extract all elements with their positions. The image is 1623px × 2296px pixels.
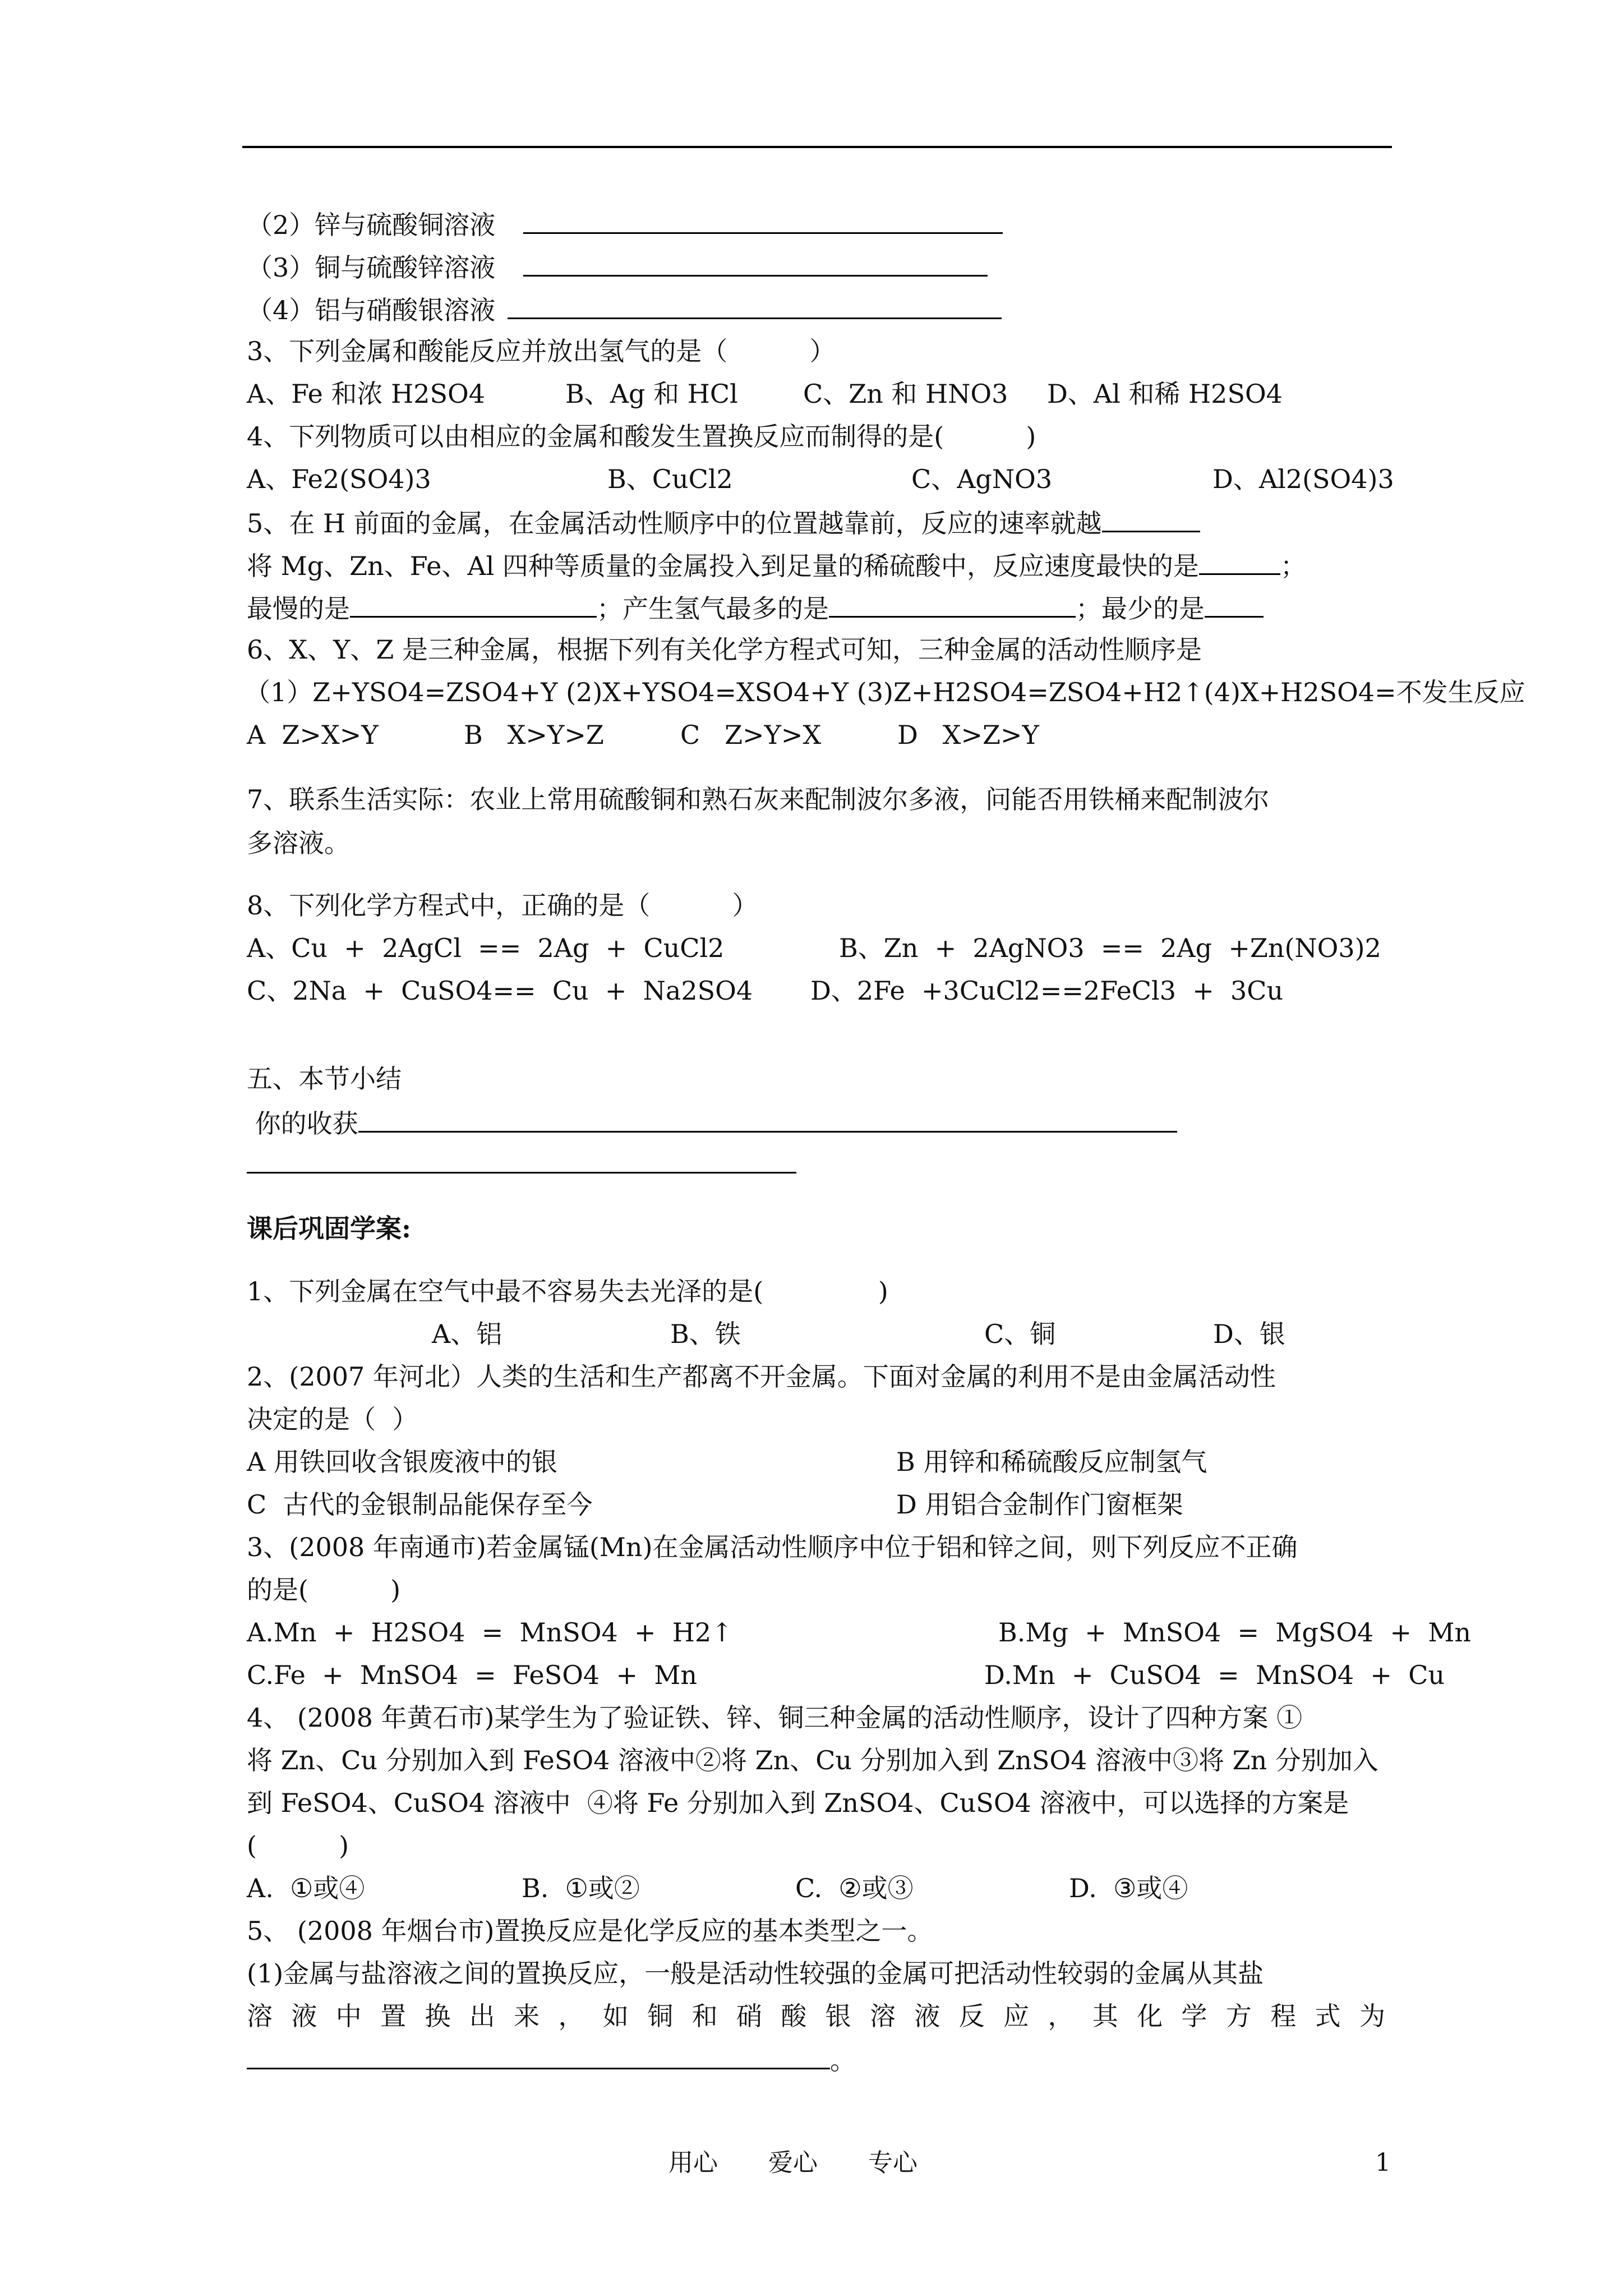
homework-heading: 课后巩固学案:	[247, 1213, 411, 1244]
hw-question-4-option-c: C. ②或③	[795, 1873, 914, 1903]
hw-question-1-option-b: B、铁	[670, 1319, 741, 1349]
question-6-equations: （1）Z+YSO4=ZSO4+Y (2)X+YSO4=XSO4+Y (3)Z+H2SO4=ZSO4+H2↑(4)X+H2SO4=不发生反应	[245, 677, 1525, 707]
question-3-option-b: B、Ag 和 HCl	[565, 379, 738, 409]
answer-blank[interactable]	[523, 249, 988, 277]
summary-answer-blank[interactable]	[358, 1105, 1177, 1133]
hw-question-4-option-a: A. ①或④	[247, 1873, 365, 1903]
answer-blank[interactable]	[1102, 505, 1200, 532]
hw-question-4-line-2: 将 Zn、Cu 分别加入到 FeSO4 溶液中②将 Zn、Cu 分别加入到 ZnSO4 溶液中③将 Zn 分别加入	[247, 1745, 1378, 1775]
question-6-option-d: D X>Z>Y	[897, 720, 1039, 750]
summary-answer-blank-2[interactable]	[247, 1172, 796, 1174]
hw-question-1-stem: 1、下列金属在空气中最不容易失去光泽的是( )	[247, 1276, 888, 1306]
question-4-option-c: C、AgNO3	[911, 464, 1053, 494]
hw-question-4-line-3: 到 FeSO4、CuSO4 溶液中 ④将 Fe 分别加入到 ZnSO4、CuSO4 溶液中，可以选择的方案是	[247, 1788, 1349, 1818]
question-3-option-a: A、Fe 和浓 H2SO4	[247, 379, 485, 409]
hw-question-3-option-c: C.Fe + MnSO4 = FeSO4 + Mn	[247, 1660, 697, 1690]
page-number: 1	[1375, 2148, 1391, 2177]
question-6-option-b: B X>Y>Z	[464, 720, 604, 750]
question-8-option-a: A、Cu + 2AgCl == 2Ag + CuCl2	[247, 933, 725, 963]
answer-blank[interactable]	[829, 590, 1076, 618]
fill-item-2: （2）锌与硫酸铜溶液	[247, 206, 1003, 240]
footer-motto-1: 用心	[668, 2148, 718, 2177]
footer-motto-2: 爱心	[768, 2148, 818, 2177]
summary-prompt-line: 你的收获	[247, 1105, 1177, 1139]
hw-question-4-line-4: ( )	[247, 1830, 349, 1861]
hw-question-1-option-d: D、银	[1213, 1319, 1285, 1349]
question-3-option-d: D、Al 和稀 H2SO4	[1047, 379, 1283, 409]
summary-heading: 五、本节小结	[247, 1064, 402, 1094]
hw-question-1-option-c: C、铜	[984, 1319, 1056, 1349]
hw-question-1-option-a: A、铝	[432, 1319, 502, 1349]
hw-question-3-option-b: B.Mg + MnSO4 = MgSO4 + Mn	[998, 1617, 1472, 1648]
answer-blank[interactable]	[523, 206, 1003, 234]
hw-question-4-line-1: 4、 (2008 年黄石市)某学生为了验证铁、锌、铜三种金属的活动性顺序，设计了四种方案 ①	[247, 1703, 1303, 1733]
question-7-line-1: 7、联系生活实际：农业上常用硫酸铜和熟石灰来配制波尔多液，问能否用铁桶来配制波尔	[247, 784, 1270, 815]
question-4-stem: 4、下列物质可以由相应的金属和酸发生置换反应而制得的是( )	[247, 421, 1036, 452]
hw-question-2-option-a: A 用铁回收含银废液中的银	[247, 1447, 557, 1477]
question-6-option-a: A Z>X>Y	[247, 720, 379, 750]
question-8-option-b: B、Zn + 2AgNO3 == 2Ag +Zn(NO3)2	[839, 933, 1381, 963]
answer-blank[interactable]	[350, 590, 597, 618]
hw-question-5-line-2: (1)金属与盐溶液之间的置换反应，一般是活动性较强的金属可把活动性较弱的金属从其盐	[247, 1958, 1264, 1989]
hw-question-4-option-b: B. ①或②	[522, 1873, 640, 1903]
hw-question-2-line-1: 2、(2007 年河北）人类的生活和生产都离不开金属。下面对金属的利用不是由金属活动性	[247, 1361, 1276, 1392]
question-8-stem: 8、下列化学方程式中，正确的是（ ）	[247, 890, 758, 921]
hw-question-5-line-4: 。	[247, 2042, 856, 2076]
hw-question-2-option-c: C 古代的金银制品能保存至今	[247, 1489, 593, 1520]
question-8-option-c: C、2Na + CuSO4== Cu + Na2SO4	[247, 976, 753, 1006]
hw-question-3-option-d: D.Mn + CuSO4 = MnSO4 + Cu	[984, 1660, 1445, 1690]
answer-blank[interactable]	[1199, 547, 1280, 575]
question-8-option-d: D、2Fe +3CuCl2==2FeCl3 + 3Cu	[810, 976, 1284, 1006]
answer-blank[interactable]	[508, 292, 1002, 319]
question-4-option-d: D、Al2(SO4)3	[1212, 464, 1394, 494]
question-5-line-2: 将 Mg、Zn、Fe、Al 四种等质量的金属投入到足量的稀硫酸中，反应速度最快的是 ；	[247, 547, 1306, 581]
footer-motto-3: 专心	[868, 2148, 917, 2177]
hw-question-3-line-1: 3、(2008 年南通市)若金属锰(Mn)在金属活动性顺序中位于铝和锌之间，则下列反应不正确	[247, 1532, 1298, 1562]
question-7-line-2: 多溶液。	[247, 828, 350, 858]
question-3-option-c: C、Zn 和 HNO3	[803, 379, 1008, 409]
fill-item-4: （4）铝与硝酸银溶液	[247, 292, 1002, 325]
answer-blank[interactable]	[1205, 590, 1264, 618]
hw-question-5-line-1: 5、 (2008 年烟台市)置换反应是化学反应的基本类型之一。	[247, 1916, 933, 1946]
question-5-line-1: 5、在 H 前面的金属，在金属活动性顺序中的位置越靠前，反应的速率就越	[247, 505, 1200, 539]
hw-question-3-option-a: A.Mn + H2SO4 = MnSO4 + H2↑	[247, 1617, 733, 1648]
question-5-line-3: 最慢的是 ；产生氢气最多的是 ；最少的是	[247, 590, 1264, 624]
hw-question-2-option-d: D 用铝合金制作门窗框架	[896, 1489, 1183, 1520]
header-rule	[242, 146, 1392, 148]
question-6-option-c: C Z>Y>X	[680, 720, 822, 750]
question-6-stem: 6、X、Y、Z 是三种金属，根据下列有关化学方程式可知，三种金属的活动性顺序是	[247, 634, 1202, 665]
answer-blank[interactable]	[247, 2042, 830, 2069]
hw-question-3-line-2: 的是( )	[247, 1575, 401, 1605]
fill-item-3: （3）铜与硫酸锌溶液	[247, 249, 988, 283]
hw-question-5-line-3: 溶 液 中 置 换 出 来 ， 如 铜 和 硝 酸 银 溶 液 反 应 ， 其 化 学 方 程 式 为	[247, 2001, 1385, 2031]
hw-question-4-option-d: D. ③或④	[1069, 1873, 1188, 1903]
question-4-option-a: A、Fe2(SO4)3	[247, 464, 431, 494]
hw-question-2-line-2: 决定的是（ ）	[247, 1404, 418, 1434]
hw-question-2-option-b: B 用锌和稀硫酸反应制氢气	[896, 1447, 1207, 1477]
question-3-stem: 3、下列金属和酸能反应并放出氢气的是（ ）	[247, 336, 836, 366]
question-4-option-b: B、CuCl2	[607, 464, 733, 494]
